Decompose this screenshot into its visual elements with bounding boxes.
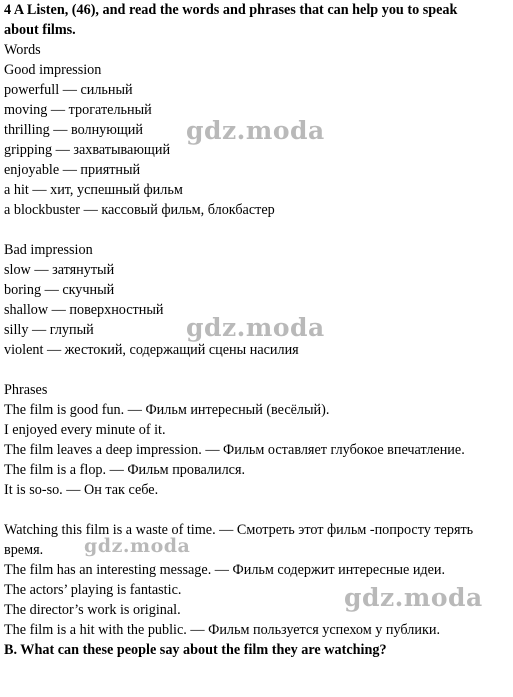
bad-word-item: shallow — поверхностный bbox=[4, 302, 164, 318]
phrase-item: The director’s work is original. bbox=[4, 602, 181, 618]
task-b-heading: B. What can these people say about the film they are watching? bbox=[4, 642, 387, 658]
good-word-item: gripping — захватывающий bbox=[4, 142, 171, 158]
good-word-item: powerfull — сильный bbox=[4, 82, 133, 98]
phrase-item: The film is a flop. — Фильм провалился. bbox=[4, 462, 246, 478]
phrase-item-waste-line-2: время. bbox=[4, 542, 44, 558]
bad-word-item: silly — глупый bbox=[4, 322, 94, 338]
phrase-item-waste-line-1: Watching this film is a waste of time. — Смотреть этот фильм -попросту терять bbox=[4, 522, 474, 538]
phrase-item: The film is a hit with the public. — Фильм пользуется успехом у публики. bbox=[4, 622, 440, 638]
bad-word-item: boring — скучный bbox=[4, 282, 115, 298]
bad-word-item: slow — затянутый bbox=[4, 262, 115, 278]
exercise-heading-line-1: 4 A Listen, (46), and read the words and phrases that can help you to speak bbox=[4, 2, 458, 18]
phrase-item: The film is good fun. — Фильм интересный (весёлый). bbox=[4, 402, 330, 418]
watermark: gdz.moda bbox=[344, 583, 483, 612]
watermark: gdz.moda bbox=[186, 116, 325, 145]
watermark: gdz.moda bbox=[186, 313, 325, 342]
watermark: gdz.moda bbox=[84, 535, 191, 557]
bad-word-item: violent — жестокий, содержащий сцены насилия bbox=[4, 342, 299, 358]
good-word-item: thrilling — волнующий bbox=[4, 122, 143, 138]
phrase-item: I enjoyed every minute of it. bbox=[4, 422, 166, 438]
phrase-item: The actors’ playing is fantastic. bbox=[4, 582, 182, 598]
good-word-item: a blockbuster — кассовый фильм, блокбастер bbox=[4, 202, 275, 218]
phrase-item: The film has an interesting message. — Фильм содержит интересные идеи. bbox=[4, 562, 446, 578]
good-word-item: moving — трогательный bbox=[4, 102, 152, 118]
phrase-item: The film leaves a deep impression. — Фильм оставляет глубокое впечатление. bbox=[4, 442, 465, 458]
phrases-label: Phrases bbox=[4, 382, 48, 398]
good-impression-label: Good impression bbox=[4, 62, 102, 78]
bad-impression-label: Bad impression bbox=[4, 242, 93, 258]
phrase-item: It is so-so. — Он так себе. bbox=[4, 482, 159, 498]
exercise-heading-line-2: about films. bbox=[4, 22, 76, 38]
words-label: Words bbox=[4, 42, 41, 58]
good-word-item: a hit — хит, успешный фильм bbox=[4, 182, 183, 198]
good-word-item: enjoyable — приятный bbox=[4, 162, 141, 178]
